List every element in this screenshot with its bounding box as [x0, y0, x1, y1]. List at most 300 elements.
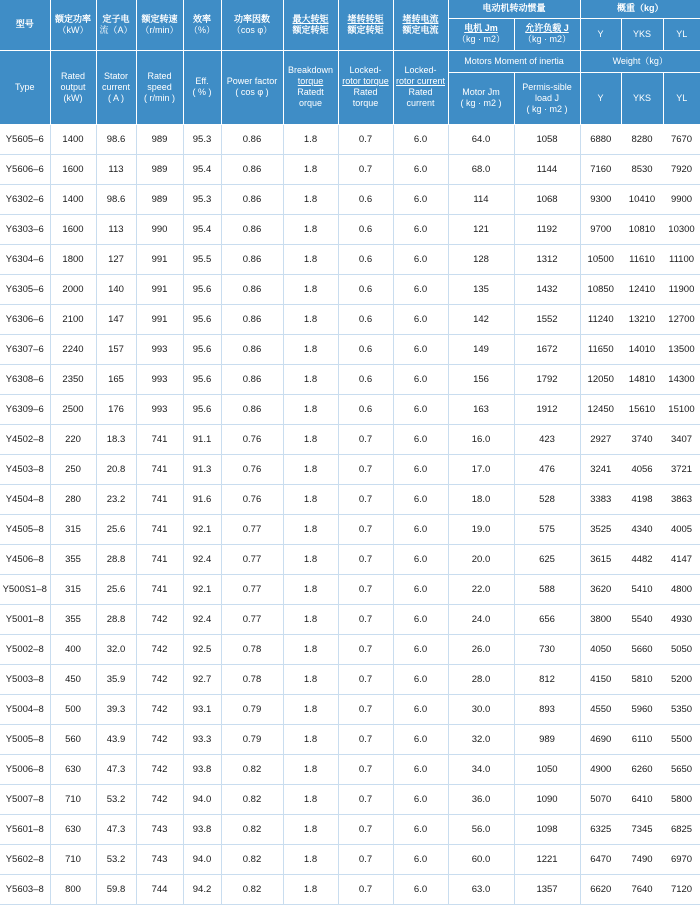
cell-power-factor: 0.76	[221, 454, 283, 484]
cell-motor-jm: 142	[448, 304, 514, 334]
cell-motor-jm: 17.0	[448, 454, 514, 484]
cell-weight-y: 9300	[580, 184, 621, 214]
cell-permissible-load-j: 1090	[514, 784, 580, 814]
cell-power-factor: 0.79	[221, 694, 283, 724]
cell-motor-jm: 56.0	[448, 814, 514, 844]
header-output-zh: 额定功率 （kW）	[50, 0, 96, 50]
cell-rated-speed: 991	[136, 304, 183, 334]
cell-stator-current: 127	[96, 244, 136, 274]
cell-stator-current: 25.6	[96, 514, 136, 544]
header-weight-yks-en: YKS	[621, 72, 663, 124]
cell-permissible-load-j: 1192	[514, 214, 580, 244]
cell-locked-rotor-torque: 0.7	[338, 814, 393, 844]
cell-breakdown-torque: 1.8	[283, 124, 338, 154]
cell-rated-output: 2350	[50, 364, 96, 394]
cell-permissible-load-j: 423	[514, 424, 580, 454]
cell-type: Y6305–6	[0, 274, 50, 304]
cell-rated-speed: 742	[136, 694, 183, 724]
cell-power-factor: 0.77	[221, 574, 283, 604]
cell-locked-rotor-torque: 0.6	[338, 334, 393, 364]
cell-motor-jm: 22.0	[448, 574, 514, 604]
cell-rated-speed: 744	[136, 874, 183, 904]
cell-weight-yl: 5650	[663, 754, 700, 784]
cell-stator-current: 53.2	[96, 844, 136, 874]
table-row	[0, 154, 700, 184]
cell-rated-speed: 989	[136, 184, 183, 214]
header-current-en: Stator current ( A )	[96, 50, 136, 124]
cell-efficiency: 93.8	[183, 754, 221, 784]
cell-locked-rotor-current: 6.0	[393, 514, 448, 544]
header-type-zh: 型号	[0, 0, 50, 50]
cell-permissible-load-j: 1221	[514, 844, 580, 874]
cell-weight-y: 11650	[580, 334, 621, 364]
cell-efficiency: 95.3	[183, 184, 221, 214]
cell-breakdown-torque: 1.8	[283, 274, 338, 304]
header-motor-jm-en: Motor Jm ( kg · m2 )	[448, 72, 514, 124]
cell-permissible-load-j: 989	[514, 724, 580, 754]
cell-stator-current: 25.6	[96, 574, 136, 604]
cell-rated-speed: 993	[136, 364, 183, 394]
cell-locked-rotor-torque: 0.7	[338, 634, 393, 664]
cell-weight-yks: 15610	[621, 394, 663, 424]
cell-efficiency: 92.1	[183, 514, 221, 544]
table-row	[0, 244, 700, 274]
cell-stator-current: 140	[96, 274, 136, 304]
cell-locked-rotor-current: 6.0	[393, 304, 448, 334]
cell-power-factor: 0.82	[221, 844, 283, 874]
cell-weight-yl: 6825	[663, 814, 700, 844]
header-weight-yks-zh: YKS	[621, 18, 663, 50]
cell-stator-current: 18.3	[96, 424, 136, 454]
cell-weight-yl: 15100	[663, 394, 700, 424]
cell-weight-y: 6325	[580, 814, 621, 844]
cell-type: Y4505–8	[0, 514, 50, 544]
cell-efficiency: 92.1	[183, 574, 221, 604]
cell-weight-y: 12450	[580, 394, 621, 424]
cell-locked-rotor-current: 6.0	[393, 184, 448, 214]
cell-breakdown-torque: 1.8	[283, 214, 338, 244]
cell-efficiency: 95.5	[183, 244, 221, 274]
table-row	[0, 334, 700, 364]
cell-breakdown-torque: 1.8	[283, 664, 338, 694]
cell-weight-y: 4150	[580, 664, 621, 694]
cell-locked-rotor-current: 6.0	[393, 844, 448, 874]
cell-weight-yks: 5410	[621, 574, 663, 604]
cell-locked-rotor-torque: 0.7	[338, 424, 393, 454]
cell-locked-rotor-torque: 0.7	[338, 784, 393, 814]
cell-power-factor: 0.86	[221, 154, 283, 184]
cell-weight-yl: 3407	[663, 424, 700, 454]
cell-type: Y5603–8	[0, 874, 50, 904]
table-row	[0, 754, 700, 784]
table-row	[0, 124, 700, 154]
header-weight-y-en: Y	[580, 72, 621, 124]
table-row	[0, 274, 700, 304]
cell-rated-output: 250	[50, 454, 96, 484]
cell-power-factor: 0.76	[221, 424, 283, 454]
cell-weight-yl: 4930	[663, 604, 700, 634]
cell-stator-current: 23.2	[96, 484, 136, 514]
cell-permissible-load-j: 1098	[514, 814, 580, 844]
cell-motor-jm: 121	[448, 214, 514, 244]
cell-locked-rotor-current: 6.0	[393, 364, 448, 394]
header-output-en: Rated output (kW)	[50, 50, 96, 124]
cell-efficiency: 91.3	[183, 454, 221, 484]
cell-rated-output: 500	[50, 694, 96, 724]
cell-weight-y: 12050	[580, 364, 621, 394]
cell-power-factor: 0.86	[221, 304, 283, 334]
cell-motor-jm: 60.0	[448, 844, 514, 874]
cell-efficiency: 93.8	[183, 814, 221, 844]
cell-stator-current: 113	[96, 154, 136, 184]
cell-power-factor: 0.78	[221, 664, 283, 694]
cell-rated-output: 315	[50, 514, 96, 544]
cell-rated-output: 2500	[50, 394, 96, 424]
cell-efficiency: 92.4	[183, 544, 221, 574]
cell-weight-y: 3241	[580, 454, 621, 484]
cell-weight-y: 5070	[580, 784, 621, 814]
cell-breakdown-torque: 1.8	[283, 604, 338, 634]
header-breakdown-en: Breakdown torque Ratedt orque	[283, 50, 338, 124]
cell-weight-yks: 10410	[621, 184, 663, 214]
cell-efficiency: 93.3	[183, 724, 221, 754]
cell-weight-y: 4550	[580, 694, 621, 724]
cell-rated-speed: 742	[136, 724, 183, 754]
cell-type: Y6308–6	[0, 364, 50, 394]
cell-breakdown-torque: 1.8	[283, 724, 338, 754]
header-pf-zh: 功率因数 （cos φ）	[221, 0, 283, 50]
table-row	[0, 394, 700, 424]
cell-efficiency: 93.1	[183, 694, 221, 724]
cell-permissible-load-j: 575	[514, 514, 580, 544]
cell-rated-output: 400	[50, 634, 96, 664]
cell-breakdown-torque: 1.8	[283, 424, 338, 454]
cell-locked-rotor-torque: 0.7	[338, 484, 393, 514]
cell-locked-rotor-torque: 0.7	[338, 514, 393, 544]
cell-efficiency: 92.7	[183, 664, 221, 694]
cell-locked-rotor-current: 6.0	[393, 754, 448, 784]
cell-weight-yl: 5200	[663, 664, 700, 694]
cell-power-factor: 0.76	[221, 484, 283, 514]
cell-rated-speed: 741	[136, 514, 183, 544]
cell-power-factor: 0.82	[221, 754, 283, 784]
cell-type: Y5605–6	[0, 124, 50, 154]
cell-stator-current: 28.8	[96, 544, 136, 574]
cell-rated-output: 800	[50, 874, 96, 904]
cell-breakdown-torque: 1.8	[283, 814, 338, 844]
cell-rated-speed: 993	[136, 334, 183, 364]
cell-locked-rotor-current: 6.0	[393, 154, 448, 184]
cell-efficiency: 95.3	[183, 124, 221, 154]
cell-weight-yks: 6260	[621, 754, 663, 784]
header-speed-zh: 额定转速 （r/min）	[136, 0, 183, 50]
cell-breakdown-torque: 1.8	[283, 634, 338, 664]
cell-efficiency: 92.4	[183, 604, 221, 634]
cell-permissible-load-j: 730	[514, 634, 580, 664]
header-load-j-zh: 允许负载 J （kg · m2）	[514, 18, 580, 50]
header-locked-current-zh: 堵转电流 额定电流	[393, 0, 448, 50]
cell-motor-jm: 68.0	[448, 154, 514, 184]
cell-weight-yl: 5050	[663, 634, 700, 664]
header-weight-en: Weight（kg）	[580, 50, 700, 72]
cell-efficiency: 91.6	[183, 484, 221, 514]
cell-permissible-load-j: 588	[514, 574, 580, 604]
cell-weight-yks: 8280	[621, 124, 663, 154]
cell-type: Y5001–8	[0, 604, 50, 634]
header-eff-zh: 效率 （%）	[183, 0, 221, 50]
cell-rated-speed: 742	[136, 754, 183, 784]
cell-locked-rotor-torque: 0.6	[338, 304, 393, 334]
cell-efficiency: 95.6	[183, 274, 221, 304]
cell-rated-speed: 741	[136, 424, 183, 454]
cell-motor-jm: 32.0	[448, 724, 514, 754]
cell-weight-y: 4050	[580, 634, 621, 664]
cell-locked-rotor-current: 6.0	[393, 274, 448, 304]
cell-type: Y5007–8	[0, 784, 50, 814]
cell-type: Y4503–8	[0, 454, 50, 484]
cell-weight-yks: 13210	[621, 304, 663, 334]
cell-locked-rotor-torque: 0.6	[338, 394, 393, 424]
cell-locked-rotor-current: 6.0	[393, 604, 448, 634]
cell-permissible-load-j: 1312	[514, 244, 580, 274]
cell-power-factor: 0.86	[221, 334, 283, 364]
cell-stator-current: 47.3	[96, 754, 136, 784]
cell-weight-yl: 4147	[663, 544, 700, 574]
cell-breakdown-torque: 1.8	[283, 754, 338, 784]
cell-stator-current: 47.3	[96, 814, 136, 844]
cell-locked-rotor-torque: 0.7	[338, 874, 393, 904]
cell-weight-y: 3383	[580, 484, 621, 514]
header-type-en: Type	[0, 50, 50, 124]
cell-rated-speed: 743	[136, 814, 183, 844]
cell-motor-jm: 34.0	[448, 754, 514, 784]
table-row	[0, 784, 700, 814]
cell-weight-yks: 8530	[621, 154, 663, 184]
cell-locked-rotor-current: 6.0	[393, 634, 448, 664]
cell-rated-output: 1400	[50, 184, 96, 214]
cell-efficiency: 95.4	[183, 214, 221, 244]
header-weight-zh: 概重（kg）	[580, 0, 700, 18]
cell-rated-output: 2240	[50, 334, 96, 364]
header-speed-en: Rated speed ( r/min )	[136, 50, 183, 124]
cell-rated-output: 1400	[50, 124, 96, 154]
cell-type: Y5003–8	[0, 664, 50, 694]
cell-locked-rotor-torque: 0.7	[338, 694, 393, 724]
cell-motor-jm: 114	[448, 184, 514, 214]
cell-efficiency: 95.6	[183, 394, 221, 424]
header-weight-y-zh: Y	[580, 18, 621, 50]
cell-breakdown-torque: 1.8	[283, 514, 338, 544]
header-locked-torque-en: Locked- rotor torque Rated torque	[338, 50, 393, 124]
cell-power-factor: 0.86	[221, 244, 283, 274]
header-weight-yl-en: YL	[663, 72, 700, 124]
cell-efficiency: 94.0	[183, 784, 221, 814]
cell-breakdown-torque: 1.8	[283, 304, 338, 334]
cell-weight-yks: 10810	[621, 214, 663, 244]
cell-permissible-load-j: 1912	[514, 394, 580, 424]
cell-locked-rotor-current: 6.0	[393, 244, 448, 274]
table-row	[0, 844, 700, 874]
cell-locked-rotor-current: 6.0	[393, 124, 448, 154]
cell-rated-output: 280	[50, 484, 96, 514]
cell-weight-yks: 5810	[621, 664, 663, 694]
cell-weight-yks: 4482	[621, 544, 663, 574]
cell-type: Y4504–8	[0, 484, 50, 514]
cell-stator-current: 98.6	[96, 184, 136, 214]
header-motor-jm-zh: 电机 Jm （kg · m2）	[448, 18, 514, 50]
cell-type: Y5606–6	[0, 154, 50, 184]
cell-breakdown-torque: 1.8	[283, 364, 338, 394]
cell-locked-rotor-current: 6.0	[393, 664, 448, 694]
cell-weight-yks: 6410	[621, 784, 663, 814]
cell-power-factor: 0.82	[221, 814, 283, 844]
cell-locked-rotor-current: 6.0	[393, 544, 448, 574]
cell-weight-yl: 4005	[663, 514, 700, 544]
cell-efficiency: 94.0	[183, 844, 221, 874]
cell-weight-yks: 4340	[621, 514, 663, 544]
table-row	[0, 424, 700, 454]
cell-type: Y5004–8	[0, 694, 50, 724]
cell-rated-output: 450	[50, 664, 96, 694]
cell-motor-jm: 19.0	[448, 514, 514, 544]
cell-locked-rotor-torque: 0.6	[338, 274, 393, 304]
cell-motor-jm: 156	[448, 364, 514, 394]
cell-rated-output: 630	[50, 814, 96, 844]
cell-weight-y: 11240	[580, 304, 621, 334]
cell-locked-rotor-current: 6.0	[393, 784, 448, 814]
cell-rated-speed: 989	[136, 154, 183, 184]
cell-breakdown-torque: 1.8	[283, 844, 338, 874]
table-row	[0, 664, 700, 694]
cell-motor-jm: 26.0	[448, 634, 514, 664]
cell-rated-speed: 991	[136, 274, 183, 304]
cell-rated-output: 2000	[50, 274, 96, 304]
cell-rated-speed: 993	[136, 394, 183, 424]
cell-rated-output: 710	[50, 784, 96, 814]
cell-weight-yl: 9900	[663, 184, 700, 214]
cell-motor-jm: 30.0	[448, 694, 514, 724]
cell-breakdown-torque: 1.8	[283, 154, 338, 184]
cell-weight-yl: 13500	[663, 334, 700, 364]
cell-stator-current: 59.8	[96, 874, 136, 904]
cell-permissible-load-j: 1552	[514, 304, 580, 334]
cell-locked-rotor-current: 6.0	[393, 814, 448, 844]
cell-type: Y6304–6	[0, 244, 50, 274]
cell-locked-rotor-current: 6.0	[393, 334, 448, 364]
cell-permissible-load-j: 1672	[514, 334, 580, 364]
cell-stator-current: 98.6	[96, 124, 136, 154]
cell-breakdown-torque: 1.8	[283, 574, 338, 604]
cell-weight-yl: 7920	[663, 154, 700, 184]
cell-permissible-load-j: 1050	[514, 754, 580, 784]
cell-locked-rotor-torque: 0.7	[338, 124, 393, 154]
cell-type: Y5006–8	[0, 754, 50, 784]
cell-permissible-load-j: 812	[514, 664, 580, 694]
cell-locked-rotor-current: 6.0	[393, 574, 448, 604]
cell-locked-rotor-current: 6.0	[393, 454, 448, 484]
cell-power-factor: 0.77	[221, 604, 283, 634]
cell-weight-yl: 14300	[663, 364, 700, 394]
table-row	[0, 874, 700, 904]
cell-weight-yl: 6970	[663, 844, 700, 874]
cell-rated-output: 710	[50, 844, 96, 874]
cell-weight-y: 7160	[580, 154, 621, 184]
cell-stator-current: 176	[96, 394, 136, 424]
cell-weight-yks: 14810	[621, 364, 663, 394]
cell-type: Y6309–6	[0, 394, 50, 424]
cell-power-factor: 0.86	[221, 124, 283, 154]
header-load-j-en: Permis-sible load J ( kg · m2 )	[514, 72, 580, 124]
cell-weight-y: 3525	[580, 514, 621, 544]
cell-type: Y5005–8	[0, 724, 50, 754]
cell-rated-output: 355	[50, 544, 96, 574]
cell-weight-y: 10500	[580, 244, 621, 274]
cell-permissible-load-j: 1144	[514, 154, 580, 184]
cell-locked-rotor-torque: 0.6	[338, 214, 393, 244]
table-row	[0, 484, 700, 514]
cell-weight-yl: 5500	[663, 724, 700, 754]
cell-stator-current: 147	[96, 304, 136, 334]
cell-breakdown-torque: 1.8	[283, 454, 338, 484]
table-row	[0, 724, 700, 754]
table-row	[0, 364, 700, 394]
cell-locked-rotor-torque: 0.7	[338, 724, 393, 754]
cell-efficiency: 94.2	[183, 874, 221, 904]
cell-weight-yl: 3863	[663, 484, 700, 514]
cell-rated-speed: 741	[136, 574, 183, 604]
cell-weight-y: 10850	[580, 274, 621, 304]
cell-weight-y: 3620	[580, 574, 621, 604]
cell-locked-rotor-torque: 0.7	[338, 754, 393, 784]
cell-rated-speed: 991	[136, 244, 183, 274]
cell-power-factor: 0.78	[221, 634, 283, 664]
cell-locked-rotor-torque: 0.7	[338, 664, 393, 694]
cell-weight-yl: 5800	[663, 784, 700, 814]
cell-weight-y: 9700	[580, 214, 621, 244]
cell-locked-rotor-current: 6.0	[393, 484, 448, 514]
cell-locked-rotor-current: 6.0	[393, 424, 448, 454]
table-body	[0, 124, 700, 904]
cell-locked-rotor-torque: 0.7	[338, 154, 393, 184]
cell-locked-rotor-torque: 0.7	[338, 604, 393, 634]
cell-permissible-load-j: 1068	[514, 184, 580, 214]
cell-weight-yks: 6110	[621, 724, 663, 754]
cell-efficiency: 92.5	[183, 634, 221, 664]
table-row	[0, 454, 700, 484]
cell-locked-rotor-torque: 0.7	[338, 844, 393, 874]
cell-power-factor: 0.86	[221, 214, 283, 244]
cell-breakdown-torque: 1.8	[283, 394, 338, 424]
cell-weight-yl: 11100	[663, 244, 700, 274]
cell-motor-jm: 18.0	[448, 484, 514, 514]
cell-power-factor: 0.86	[221, 364, 283, 394]
cell-weight-yl: 10300	[663, 214, 700, 244]
cell-weight-yl: 3721	[663, 454, 700, 484]
table-row	[0, 544, 700, 574]
cell-stator-current: 113	[96, 214, 136, 244]
cell-rated-output: 1800	[50, 244, 96, 274]
header-current-zh: 定子电 流（A）	[96, 0, 136, 50]
cell-weight-yks: 7640	[621, 874, 663, 904]
cell-rated-speed: 742	[136, 634, 183, 664]
table-row	[0, 304, 700, 334]
cell-stator-current: 39.3	[96, 694, 136, 724]
cell-breakdown-torque: 1.8	[283, 694, 338, 724]
cell-breakdown-torque: 1.8	[283, 874, 338, 904]
cell-permissible-load-j: 1058	[514, 124, 580, 154]
cell-permissible-load-j: 893	[514, 694, 580, 724]
header-pf-en: Power factor ( cos φ )	[221, 50, 283, 124]
